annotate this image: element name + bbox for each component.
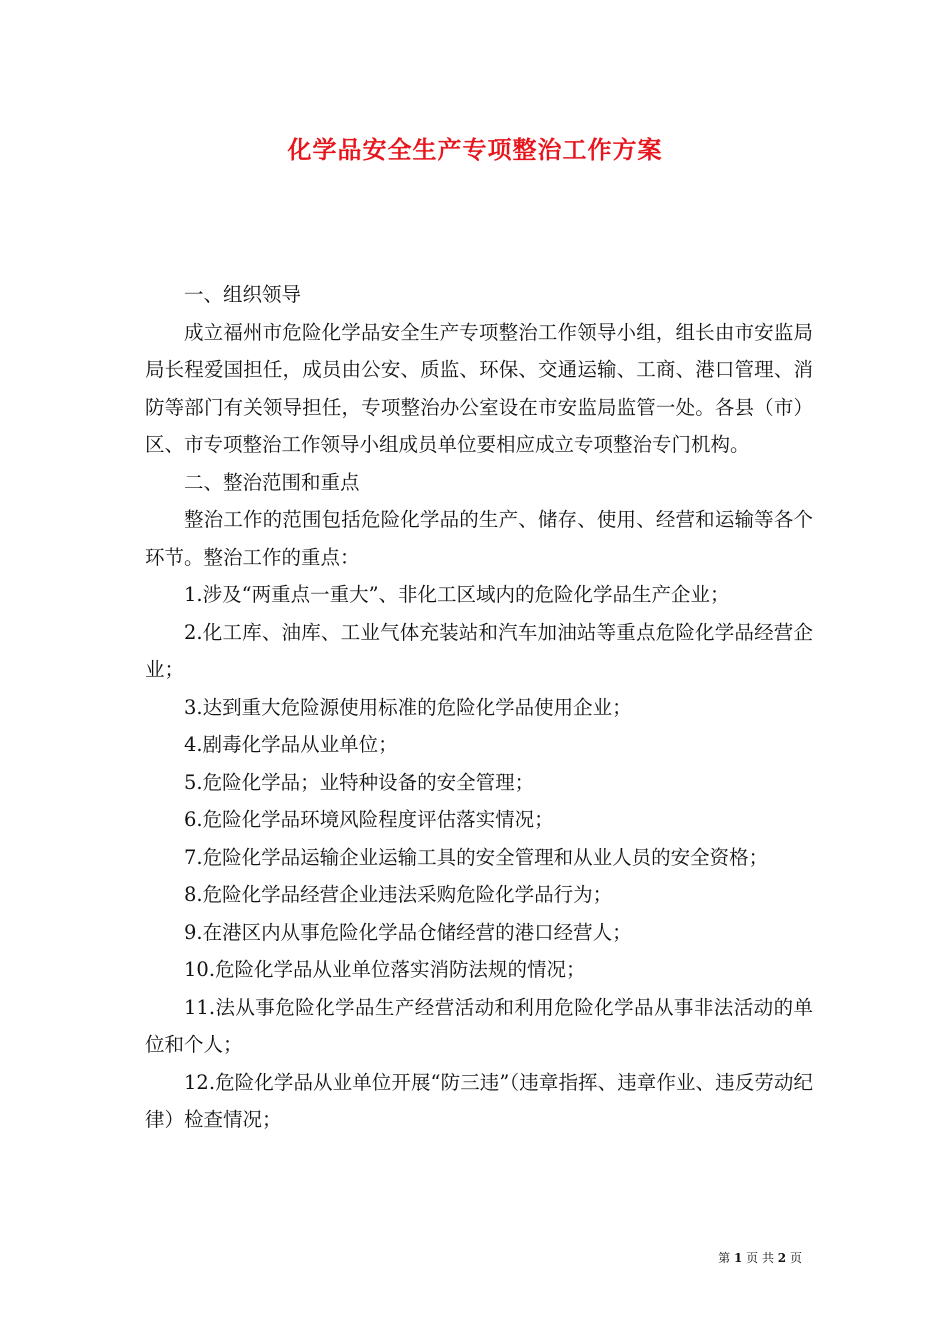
footer-suffix: 页 (789, 1251, 802, 1265)
list-item: 12.危险化学品从业单位开展“防三违”（违章指挥、违章作业、违反劳动纪律）检查情况； (145, 1070, 813, 1131)
list-item: 4.剧毒化学品从业单位； (184, 733, 398, 756)
list-item: 6.危险化学品环境风险程度评估落实情况； (184, 808, 554, 831)
footer-prefix: 第 (718, 1251, 731, 1265)
list-item: 2.化工库、油库、工业气体充装站和汽车加油站等重点危险化学品经营企业； (145, 620, 813, 681)
paragraph: 整治工作的范围包括危险化学品的生产、储存、使用、经营和运输等各个环节。整治工作的重点： (145, 508, 813, 569)
current-page-number: 1 (733, 1251, 743, 1265)
document-body (145, 276, 813, 1139)
list-item: 11.法从事危险化学品生产经营活动和利用危险化学品从事非法活动的单位和个人； (145, 995, 813, 1056)
total-page-number: 2 (777, 1251, 787, 1265)
list-item: 5.危险化学品；业特种设备的安全管理； (184, 770, 535, 794)
document-title: 化学品安全生产专项整治工作方案 (287, 135, 663, 164)
list-item: 10.危险化学品从业单位落实消防法规的情况； (184, 958, 586, 981)
footer-middle: 页 共 (746, 1251, 774, 1265)
list-item: 8.危险化学品经营企业违法采购危险化学品行为； (184, 883, 613, 906)
list-item: 9.在港区内从事危险化学品仓储经营的港口经营人； (184, 920, 632, 944)
paragraph: 成立福州市危险化学品安全生产专项整治工作领导小组，组长由市安监局局长程爱国担任，成员由公安、质监、环保、交通运输、工商、港口管理、消防等部门有关领导担任，专项整治办公室设在市安监局监管一处。各县（市）区、市专项整治工作领导小组成员单位要相应成立专项整治专门机构。 (145, 320, 813, 456)
list-item: 7.危险化学品运输企业运输工具的安全管理和从业人员的安全资格； (184, 845, 769, 869)
section-heading-scope: 二、整治范围和重点 (184, 470, 360, 494)
list-item: 3.达到重大危险源使用标准的危险化学品使用企业； (184, 695, 632, 719)
page-number-footer (718, 1250, 802, 1266)
section-heading-organization: 一、组织领导 (184, 283, 302, 306)
list-item: 1.涉及“两重点一重大”、非化工区域内的危险化学品生产企业； (184, 583, 730, 606)
